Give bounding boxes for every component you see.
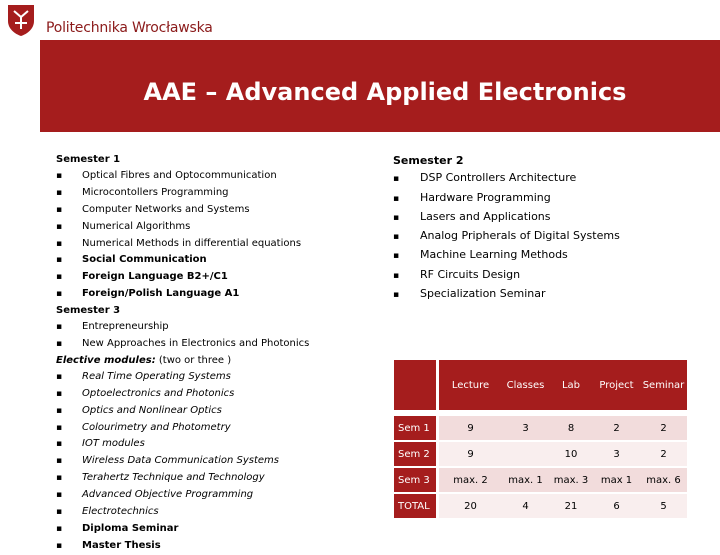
semester-1-item [56,219,376,236]
list-item-text: Advanced Objective Programming [82,489,254,501]
header-bar [0,0,720,40]
table-cell: 2 [593,416,640,440]
bullet-icon: ▪ [56,338,63,349]
elective-item [56,369,376,386]
list-item-text: Terahertz Technique and Technology [82,472,265,484]
table-cell: 4 [502,494,549,518]
bullet-icon: ▪ [393,174,400,185]
table-cell: 2 [640,416,687,440]
semester-2-item [393,169,713,188]
semester-2-item [393,208,713,227]
bullet-icon: ▪ [56,289,63,300]
list-item-text: IOT modules [82,438,145,450]
table-cell: 9 [439,442,502,466]
table-header-cell: Lab [549,360,593,410]
table-cell: 5 [640,494,687,518]
semester-1-item [56,202,376,219]
table-corner-cell [394,360,436,410]
elective-item [56,453,376,470]
bullet-icon: ▪ [56,523,63,534]
semester-1-item [56,168,376,185]
table-cell: max 1 [593,468,640,492]
semester-1-item [56,286,376,303]
list-item-text: Numerical Methods in differential equations [82,237,302,249]
university-name: Politechnika Wrocławska [46,20,213,36]
bullet-icon: ▪ [56,388,63,399]
bullet-icon: ▪ [393,232,400,243]
final-item [56,538,376,555]
right-column [393,152,713,304]
list-item-text: Colourimetry and Photometry [82,421,231,433]
list-item-text: Numerical Algorithms [82,220,191,232]
table-cell [502,442,549,466]
table-row-label: Sem 3 [394,468,436,492]
elective-item [56,403,376,420]
table-row-label: Sem 2 [394,442,436,466]
bullet-icon: ▪ [56,422,63,433]
table-cell: 9 [439,416,502,440]
bullet-icon: ▪ [56,490,63,501]
semester-1-item [56,185,376,202]
bullet-icon: ▪ [393,212,400,223]
table-row-label: Sem 1 [394,416,436,440]
bullet-icon: ▪ [56,238,63,249]
bullet-icon: ▪ [56,456,63,467]
list-item-text: Analog Pripherals of Digital Systems [420,229,620,243]
list-item-text: Diploma Seminar [82,522,179,534]
left-column [56,152,376,555]
table-cell: max. 2 [439,468,502,492]
semester-3-item [56,319,376,336]
elective-label: Elective modules: [56,354,156,366]
table-header-cell: Classes [502,360,549,410]
semester-2-item [393,189,713,208]
bullet-icon: ▪ [56,187,63,198]
elective-item [56,504,376,521]
semester-2-item [393,285,713,304]
bullet-icon: ▪ [56,204,63,215]
elective-item [56,420,376,437]
list-item-text: Entrepreneurship [82,321,169,333]
semester-2-item [393,266,713,285]
semester-1-item [56,269,376,286]
list-item-text: DSP Controllers Architecture [420,171,577,185]
table-header-cell: Project [593,360,640,410]
list-item-text: Electrotechnics [82,506,159,518]
semester-1-item [56,236,376,253]
list-item-text: Social Communication [82,254,207,266]
list-item-text: Specialization Seminar [420,287,546,301]
bullet-icon: ▪ [56,322,63,333]
bullet-icon: ▪ [56,473,63,484]
table-header-cell: Seminar [640,360,687,410]
bullet-icon: ▪ [56,221,63,232]
semester-3-heading: Semester 3 [56,305,121,317]
list-item-text: Real Time Operating Systems [82,370,231,382]
list-item-text: Master Thesis [82,539,161,551]
table-cell: max. 3 [549,468,593,492]
list-item-text: Lasers and Applications [420,209,551,223]
semester-2-heading: Semester 2 [393,154,464,167]
semester-1-item [56,252,376,269]
bullet-icon: ▪ [56,170,63,181]
elective-heading [56,353,376,369]
bullet-icon: ▪ [56,540,63,551]
table-cell: max. 6 [640,468,687,492]
table-cell: 3 [502,416,549,440]
list-item-text: Computer Networks and Systems [82,203,250,215]
university-crest-icon [6,3,36,37]
list-item-text: Foreign/Polish Language A1 [82,288,240,300]
list-item-text: Microcontollers Programming [82,186,229,198]
list-item-text: Optoelectronics and Photonics [82,387,235,399]
bullet-icon: ▪ [56,371,63,382]
table-cell: 3 [593,442,640,466]
table-cell: 10 [549,442,593,466]
bullet-icon: ▪ [56,255,63,266]
table-cell: 2 [640,442,687,466]
table-cell: 6 [593,494,640,518]
final-item [56,521,376,538]
elective-item [56,487,376,504]
table-cell: 8 [549,416,593,440]
list-item-text: Hardware Programming [420,190,551,204]
bullet-icon: ▪ [56,272,63,283]
semester-2-item [393,246,713,265]
table-cell: 20 [439,494,502,518]
bullet-icon: ▪ [393,193,400,204]
table-row-label: TOTAL [394,494,436,518]
bullet-icon: ▪ [393,251,400,262]
list-item-text: Foreign Language B2+/C1 [82,271,228,283]
table-header-cell: Lecture [439,360,502,410]
list-item-text: Optical Fibres and Optocommunication [82,169,277,181]
semester-3-item [56,336,376,353]
semester-1-heading: Semester 1 [56,154,121,165]
slide-title: AAE – Advanced Applied Electronics [143,78,627,106]
bullet-icon: ▪ [56,405,63,416]
list-item-text: New Approaches in Electronics and Photonics [82,337,310,349]
bullet-icon: ▪ [56,439,63,450]
table-cell: max. 1 [502,468,549,492]
elective-note: (two or three ) [155,354,232,366]
bullet-icon: ▪ [56,507,63,518]
elective-item [56,386,376,403]
left-margin [0,40,40,540]
elective-item [56,436,376,453]
list-item-text: Machine Learning Methods [420,248,568,262]
table-cell: 21 [549,494,593,518]
list-item-text: Optics and Nonlinear Optics [82,404,222,416]
list-item-text: Wireless Data Communication Systems [82,455,280,467]
bullet-icon: ▪ [393,290,400,301]
elective-item [56,470,376,487]
list-item-text: RF Circuits Design [420,267,521,281]
bullet-icon: ▪ [393,270,400,281]
semester-2-item [393,227,713,246]
